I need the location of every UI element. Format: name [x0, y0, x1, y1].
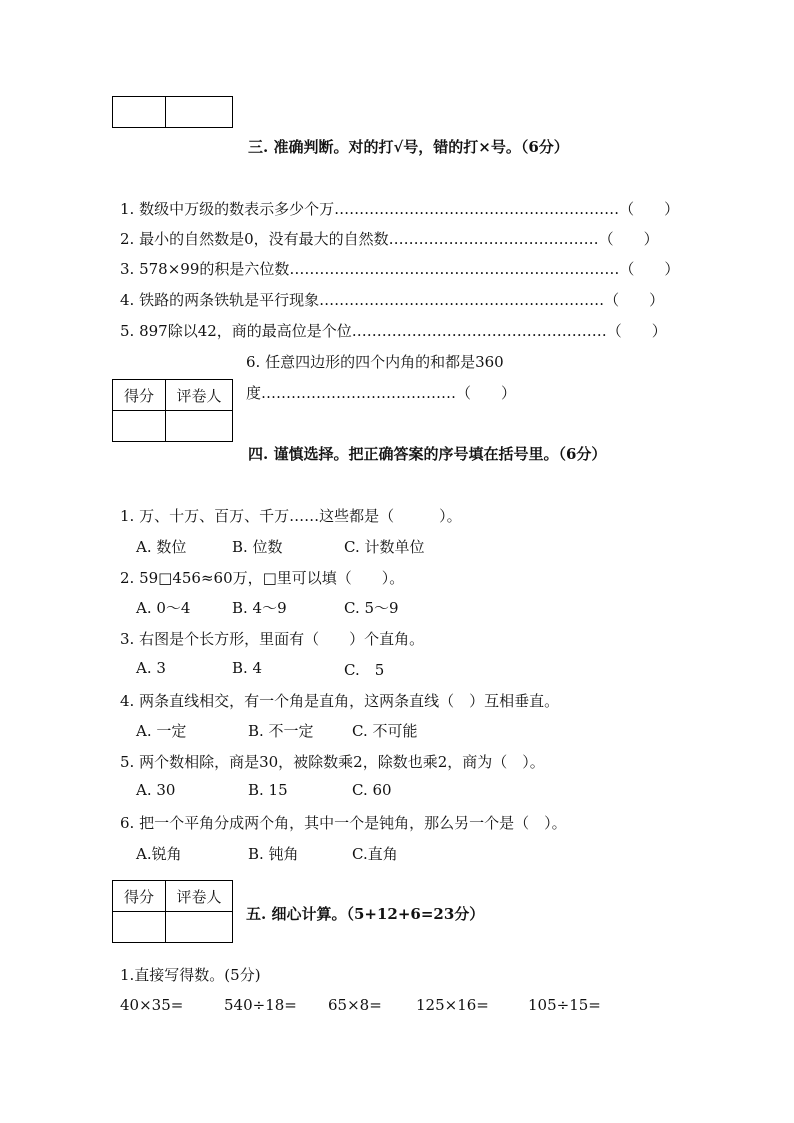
choice-q3-option-a: A. 3: [136, 659, 166, 677]
choice-q4: 4. 两条直线相交，有一个角是直角，这两条直线（ ）互相垂直。: [120, 692, 560, 710]
choice-q5-option-a: A. 30: [136, 781, 176, 799]
score-label: 得分: [113, 380, 166, 411]
judge-item-5: 5. 897除以42，商的最高位是个位……………………………………………（ ）: [120, 322, 667, 340]
section5-heading: 五. 细心计算。（5+12+6=23分）: [246, 905, 485, 923]
calc-item-4: 125×16=: [416, 996, 489, 1014]
calc-item-3: 65×8=: [328, 996, 382, 1014]
choice-q4-option-a: A. 一定: [136, 722, 187, 740]
grader-cell: [166, 411, 233, 442]
choice-q5-option-b: B. 15: [248, 781, 288, 799]
choice-q1-option-a: A. 数位: [136, 538, 187, 556]
judge-item-3: 3. 578×99的积是六位数…………………………………………………………（ ）: [120, 260, 680, 278]
choice-q6-option-a: A.锐角: [136, 845, 182, 863]
top-score-cell: [166, 97, 233, 128]
choice-q4-option-b: B. 不一定: [248, 722, 314, 740]
score-label: 得分: [113, 881, 166, 912]
judge-item-6-line1: 6. 任意四边形的四个内角的和都是360: [246, 353, 504, 371]
choice-q6: 6. 把一个平角分成两个角，其中一个是钝角，那么另一个是（ ）。: [120, 814, 567, 832]
score-table-section4: [112, 379, 233, 442]
section4-heading: 四. 谨慎选择。把正确答案的序号填在括号里。（6分）: [248, 445, 607, 463]
calc-item-2: 540÷18=: [224, 996, 297, 1014]
score-table-section5: [112, 880, 233, 943]
top-score-cell: [113, 97, 166, 128]
judge-item-1: 1. 数级中万级的数表示多少个万…………………………………………………（ ）: [120, 200, 680, 218]
score-cell: [113, 411, 166, 442]
choice-q2-option-c: C. 5～9: [344, 599, 399, 617]
grader-cell: [166, 912, 233, 943]
choice-q1-option-b: B. 位数: [232, 538, 283, 556]
choice-q2: 2. 59□456≈60万，□里可以填（ ）。: [120, 569, 405, 587]
choice-q5: 5. 两个数相除，商是30，被除数乘2，除数也乘2，商为（ ）。: [120, 753, 545, 771]
choice-q3: 3. 右图是个长方形，里面有（ ）个直角。: [120, 630, 425, 648]
judge-item-6-line2: 度…………………………………（ ）: [246, 384, 517, 402]
judge-item-4: 4. 铁路的两条铁轨是平行现象…………………………………………………（ ）: [120, 291, 665, 309]
grader-label: 评卷人: [166, 380, 233, 411]
choice-q1-option-c: C. 计数单位: [344, 538, 425, 556]
calc-item-5: 105÷15=: [528, 996, 601, 1014]
section5-subheading: 1.直接写得数。(5分): [120, 966, 261, 984]
score-cell: [113, 912, 166, 943]
choice-q3-option-b: B. 4: [232, 659, 263, 677]
choice-q2-option-a: A. 0～4: [136, 599, 191, 617]
choice-q6-option-b: B. 钝角: [248, 845, 299, 863]
judge-item-2: 2. 最小的自然数是0，没有最大的自然数……………………………………（ ）: [120, 230, 659, 248]
choice-q3-option-c: C. 5: [344, 661, 385, 679]
choice-q4-option-c: C. 不可能: [352, 722, 418, 740]
choice-q2-option-b: B. 4～9: [232, 599, 287, 617]
top-score-table: [112, 96, 233, 128]
choice-q6-option-c: C.直角: [352, 845, 398, 863]
choice-q5-option-c: C. 60: [352, 781, 392, 799]
choice-q1: 1. 万、十万、百万、千万……这些都是（ ）。: [120, 507, 462, 525]
grader-label: 评卷人: [166, 881, 233, 912]
calc-item-1: 40×35=: [120, 996, 184, 1014]
section3-heading: 三. 准确判断。对的打√号，错的打×号。（6分）: [248, 138, 569, 156]
